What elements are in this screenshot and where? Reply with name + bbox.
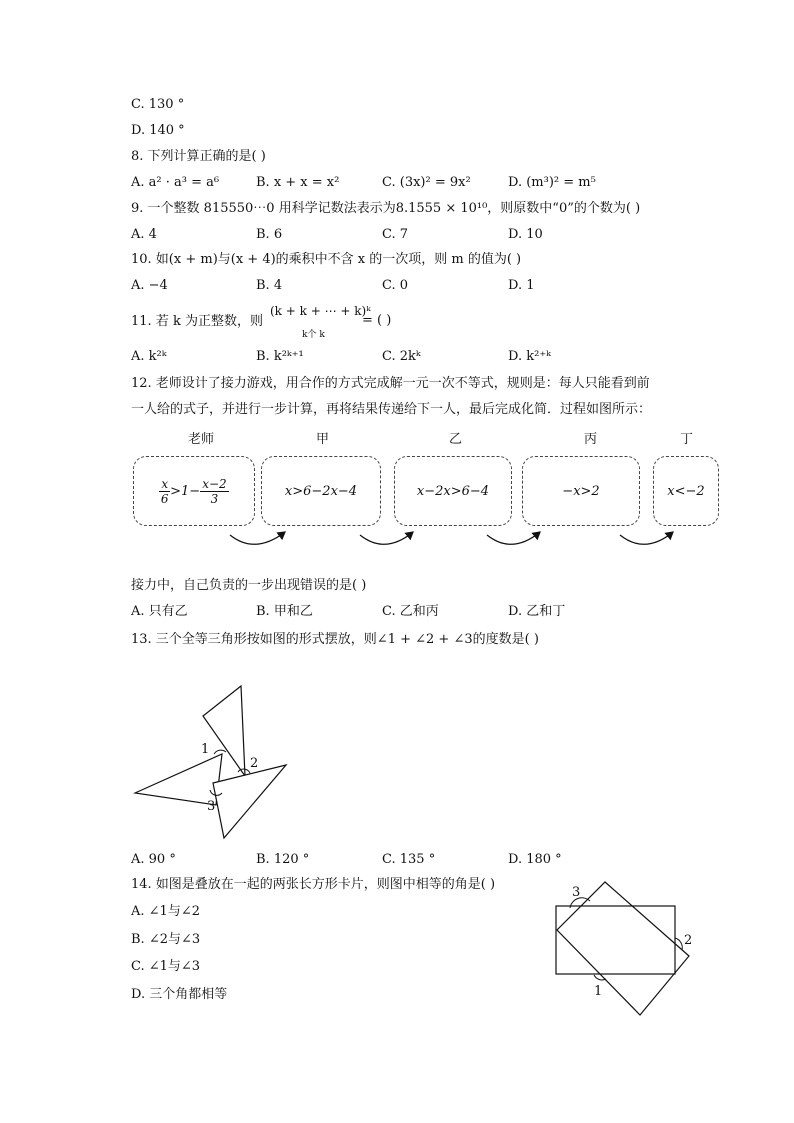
- q9-stem: 9. 一个整数 815550⋯0 用科学记数法表示为8.1555 × 10¹⁰，则原数中“0”的个数为( ): [131, 201, 641, 216]
- role-label-yi: 乙: [449, 432, 463, 447]
- angle-label-1: 1: [201, 742, 210, 757]
- q10-option-c: C. 0: [382, 278, 409, 293]
- q8-option-b: B. x + x = x²: [256, 175, 340, 190]
- q12-option-a: A. 只有乙: [131, 604, 188, 619]
- q7-option-d: D. 140 °: [131, 123, 185, 138]
- q12-question: 接力中，自己负责的一步出现错误的是( ): [131, 578, 367, 593]
- q11-option-a: A. k²ᵏ: [131, 349, 167, 364]
- q13-option-a: A. 90 °: [131, 852, 176, 867]
- q14-option-a: A. ∠1与∠2: [131, 904, 200, 919]
- rect-angle-label-3: 3: [572, 885, 581, 900]
- q12-stem-line2: 一人给的式子，并进行一步计算，再将结果传递给下一人，最后完成化简．过程如图所示：: [131, 402, 652, 417]
- q10-option-d: D. 1: [508, 278, 535, 293]
- yi-step-box: x−2x>6−4: [394, 456, 512, 526]
- q8-option-c: C. (3x)² = 9x²: [382, 175, 471, 190]
- bing-step-box: −x>2: [522, 456, 640, 526]
- q9-option-d: D. 10: [508, 227, 543, 242]
- q13-option-b: B. 120 °: [256, 852, 310, 867]
- q13-option-c: C. 135 °: [382, 852, 436, 867]
- role-label-bing: 丙: [584, 432, 598, 447]
- jia-step-box: x>6−2x−4: [261, 456, 381, 526]
- q11-option-c: C. 2kᵏ: [382, 349, 421, 364]
- q11-stem-pre: 11. 若 k 为正整数，则: [131, 314, 263, 329]
- role-label-ding: 丁: [680, 432, 694, 447]
- q7-option-c: C. 130 °: [131, 97, 185, 112]
- angle-label-3: 3: [207, 799, 216, 814]
- fraction-x-minus-2-over-3: $\frac{x-2}{3}$: [202, 476, 227, 506]
- role-label-jia: 甲: [316, 432, 330, 447]
- q12-stem-line1: 12. 老师设计了接力游戏，用合作的方式完成解一元一次不等式，规则是：每人只能看到前: [131, 376, 650, 391]
- q14-stem: 14. 如图是叠放在一起的两张长方形卡片，则图中相等的角是( ): [131, 877, 496, 892]
- rect-angle-label-1: 1: [594, 984, 603, 999]
- q12-option-c: C. 乙和丙: [382, 604, 439, 619]
- q11-underbrace-label: k个 k: [302, 330, 325, 340]
- q10-option-b: B. 4: [256, 278, 283, 293]
- q9-option-c: C. 7: [382, 227, 409, 242]
- q14-option-c: C. ∠1与∠3: [131, 959, 201, 974]
- teacher-expr-middle: >1−: [170, 483, 201, 499]
- q14-option-b: B. ∠2与∠3: [131, 932, 201, 947]
- q11-expression: (k + k + ⋯ + k)ᵏ: [270, 304, 371, 318]
- rect-angle-label-2: 2: [684, 933, 693, 948]
- q9-option-a: A. 4: [131, 227, 157, 242]
- q10-option-a: A. −4: [131, 278, 168, 293]
- q9-option-b: B. 6: [256, 227, 283, 242]
- q8-stem: 8. 下列计算正确的是( ): [131, 149, 266, 164]
- q11-option-b: B. k²ᵏ⁺¹: [256, 349, 304, 364]
- fraction-x-over-6: $\frac{x}{6}$: [160, 476, 169, 506]
- q12-option-b: B. 甲和乙: [256, 604, 313, 619]
- q8-option-a: A. a² · a³ = a⁶: [131, 175, 220, 190]
- q10-stem: 10. 如(x + m)与(x + 4)的乘积中不含 x 的一次项，则 m 的值为( ): [131, 252, 522, 267]
- q11-option-d: D. k²⁺ᵏ: [508, 349, 551, 364]
- ding-step-box: x<−2: [653, 456, 719, 526]
- q8-option-d: D. (m³)² = m⁵: [508, 175, 596, 190]
- q14-option-d: D. 三个角都相等: [131, 987, 228, 1002]
- q11-stem-post: = ( ): [362, 313, 392, 328]
- q13-option-d: D. 180 °: [508, 852, 562, 867]
- role-label-teacher: 老师: [188, 432, 215, 447]
- angle-label-2: 2: [250, 756, 259, 771]
- q12-option-d: D. 乙和丁: [508, 604, 566, 619]
- q13-stem: 13. 三个全等三角形按如图的形式摆放，则∠1 + ∠2 + ∠3的度数是( ): [131, 632, 539, 647]
